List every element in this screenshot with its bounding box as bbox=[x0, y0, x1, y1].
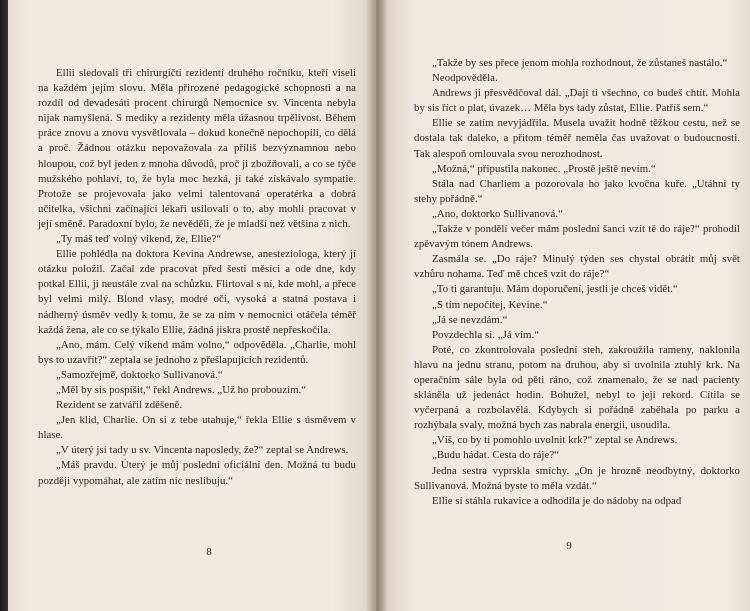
paragraph: Povzdechla si. „Já vím.“ bbox=[432, 328, 540, 341]
paragraph: Neodpověděla. bbox=[432, 72, 498, 85]
paragraph: Poté, co zkontrolovala poslední steh, zakroužila rameny, naklonila hlavu na jednu stranu, potom na druhou, aby si uvolnila ztuhlý krk. Na operačním sále byla od pěti ráno, což znamenalo, že se nad pacienty skláněla už jedenáct hodin. Bohužel, nebyl to její rekord. Cítila se vyčerpaná a rozbolavělá. Kdybych si pořádně zaběhala po parku a rozhýbala svaly, možná bych zas nabrala energii, usoudila. bbox=[414, 343, 740, 432]
paragraph: „Ano, mám. Celý víkend mám volno,“ odpověděla. „Charlie, mohl bys to uzavřít?“ zeptala se jednoho z přešlapujících rezidentů. bbox=[38, 338, 356, 366]
paragraph: Ellie si stáhla rukavice a odhodila je do nádoby na odpad bbox=[432, 494, 682, 507]
paragraph: „Budu hádat. Cesta do ráje?“ bbox=[432, 449, 560, 462]
paragraph: Jedna sestra vyprskla smíchy. „On je hrozně neodbytný, doktorko Sullivanová. Možná byste to měla vzdát.“ bbox=[414, 464, 740, 492]
paragraph: „To ti garantuju. Mám doporučení, jestli je chceš vidět.“ bbox=[432, 283, 678, 296]
paragraph: Ellii sledovali tři chirurgičtí rezidenti druhého ročníku, kteří viseli na každém jejím slovu. Měla přirozené pedagogické schopnosti a na rozdíl od devadesáti procent chirurgů Nemocnice sv. Vincenta nebyla nijak namyšlená. S mediky a rezidenty měla úžasnou trpělivost. Během práce znovu a znovu vysvětlovala – dokud konečně nepochopili, co dělá a proč. Žádnou otázku nepovažovala za příliš bezvýznamnou nebo hloupou, což byl jeden z mnoha důvodů, proč ji zbožňovali, a co se týče mužského pohlaví, to, že byla moc hezká, jí také získávalo sympatie. Protože se projevovala jako velmi talentovaná operatérka a dobrá učitelka, všichni začínající lékaři usilovali o to, aby mohli pracovat v její směně. Paradoxní bylo, že nevěděli, že je mladší než většina z nich. bbox=[38, 67, 356, 230]
paragraph: „Já se nevzdám.“ bbox=[432, 313, 508, 326]
page-number: 8 bbox=[206, 546, 212, 558]
paragraph: „Takže v pondělí večer mám poslední šanci vzít tě do ráje?“ prohodil zpěvavým tónem Andrews. bbox=[414, 223, 740, 251]
paragraph: Rezident se zatvářil zděšeně. bbox=[56, 399, 183, 412]
paragraph: „Jen klid, Charlie. On si z tebe utahuje,“ řekla Ellie s úsměvem v hlase. bbox=[38, 414, 356, 442]
paragraph: „S tím nepočítej, Kevine.“ bbox=[432, 298, 548, 311]
paragraph: Stála nad Charliem a pozorovala ho jako kvočna kuře. „Utáhni ty stehy pořádně.“ bbox=[414, 177, 740, 205]
left-page bbox=[8, 0, 376, 611]
paragraph: „Máš pravdu. Úterý je můj poslední oficiální den. Možná tu budu později vypomáhat, ale zatím nic neslibuju.“ bbox=[38, 459, 356, 487]
paragraph: Zasmála se. „Do ráje? Minulý týden ses chystal obrátit můj svět vzhůru nohama. Teď mě chceš vzít do ráje?“ bbox=[414, 253, 740, 281]
paragraph: „Takže by ses přece jenom mohla rozhodnout, že zůstaneš nastálo.“ bbox=[432, 57, 728, 69]
book-spread bbox=[8, 0, 750, 611]
paragraph: „Samozřejmě, doktorko Sullivanová.“ bbox=[56, 368, 223, 381]
paragraph: Ellie pohlédla na doktora Kevina Andrewse, anesteziologa, který jí otázku položil. Začal zde pracovat před šesti měsíci a ode dne, kdy potkal Ellii, ji neustále zval na schůzku. Flirtoval s ní, kde mohl, a přece byl velmi milý. Blond vlasy, modré oči, vysoká a statná postava i nádherný úsměv vedly k tomu, že se za ním v nemocnici otáčela téměř každá žena, ale co se týkalo Ellie, žádná jiskra prostě nepřeskočila. bbox=[38, 248, 356, 336]
right-page bbox=[376, 0, 750, 611]
left-page-text bbox=[38, 66, 356, 489]
paragraph: Ellie se zatím nevyjádřila. Musela uvažit hodně těžkou cestu, než se dostala tak daleko, a přitom téměř neměla čas uvažovat o budoucnosti. Tak alespoň omlouvala svou nerozhodnost. bbox=[414, 117, 740, 160]
right-page-text bbox=[414, 56, 740, 509]
paragraph: „V úterý jsi tady u sv. Vincenta naposledy, že?“ zeptal se Andrews. bbox=[56, 444, 349, 457]
paragraph: Andrews ji přesvědčoval dál. „Dají ti všechno, co budeš chtít. Mohla by sis říct o plat, úvazek… Měla bys tady zůstat, Ellie. Patříš sem.“ bbox=[414, 87, 740, 115]
paragraph: „Možná,“ připustila nakonec. „Prostě ještě nevím.“ bbox=[432, 162, 656, 175]
paragraph: „Měl by sis pospíšit,“ řekl Andrews. „Už ho probouzím.“ bbox=[56, 383, 307, 396]
paragraph: „Ty máš teď volný víkend, že, Ellie?“ bbox=[56, 233, 222, 246]
page-number: 9 bbox=[566, 540, 572, 552]
paragraph: „Víš, co by ti pomohlo uvolnit krk?“ zeptal se Andrews. bbox=[432, 434, 678, 447]
paragraph: „Ano, doktorko Sullivanová.“ bbox=[432, 207, 563, 220]
